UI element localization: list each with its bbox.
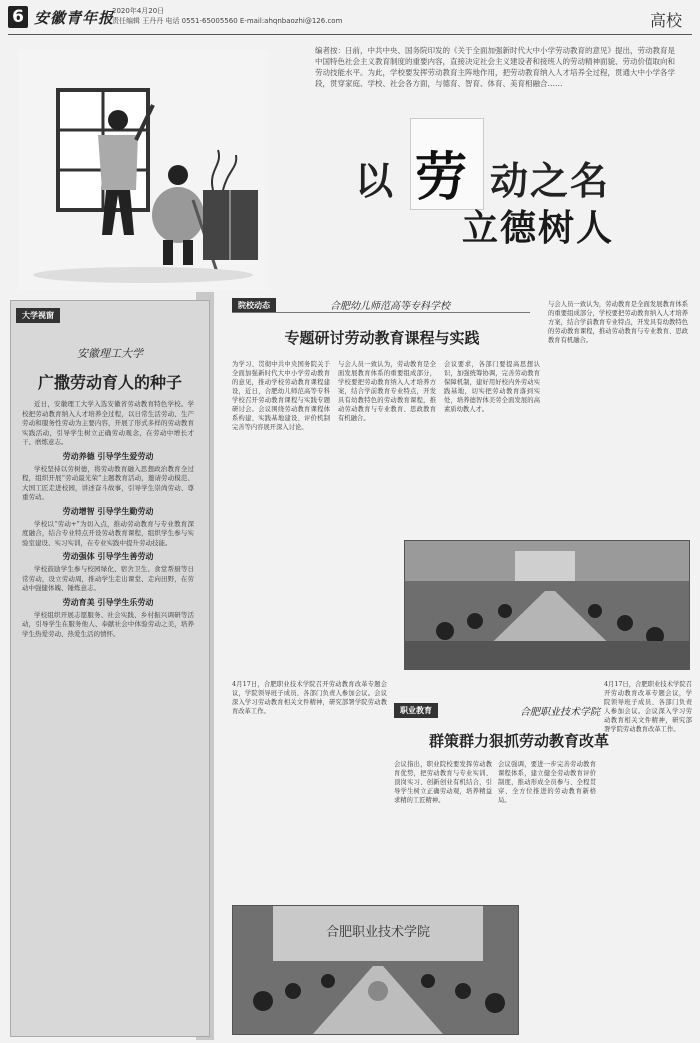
- article1-org: 合肥幼儿师范高等专科学校: [330, 301, 450, 312]
- article1-rule: [232, 312, 530, 313]
- sidebar-subhead: 劳动强体 引导学生善劳动: [62, 551, 154, 561]
- labor-illustration: [18, 50, 268, 290]
- article2-col4: 4月17日，合肥职业技术学院召开劳动教育改革专题会议，学院领导班子成员、各部门负责人参加会议。会议深入学习劳动教育相关文件精神，研究部署学院劳动教育改革工作。: [604, 681, 692, 733]
- sidebar-intro: 近日，安徽理工大学入选安徽省劳动教育特色学校。学校把劳动教育纳入人才培养全过程，以日常生活劳动、生产劳动和服务性劳动为主要内容，开展了形式多样的劳动教育实践活动，引导学生树立正确劳动观念，在劳动中增长才干、磨炼意志。: [22, 400, 194, 446]
- meeting-photo-2: [232, 905, 519, 1035]
- sidebar-body: [22, 400, 194, 1025]
- article1-col3: 会议要求，各部门要提高思想认识，加强统筹协调，完善劳动教育保障机制，建好用好校内外劳动实践基地，切实把劳动教育落到实处，培养德智体美劳全面发展的高素质幼教人才。: [444, 361, 540, 413]
- sidebar-tag: 大学视窗: [16, 308, 60, 323]
- article1-tag: 院校动态: [232, 298, 276, 313]
- article1-col4: 与会人员一致认为，劳动教育是全面发展教育体系的重要组成部分，学校要把劳动教育纳入人才培养方案，结合学前教育专业特点，开发具有幼教特色的劳动教育课程，推动劳动教育与专业教育、思政教育有机融合。: [548, 301, 688, 344]
- editor-contact: 责任编辑 王丹丹 电话 0551-65005560 E-mail:ahqnbaozhi@126.com: [112, 17, 343, 25]
- sidebar-paragraph: 学校鼓励学生参与校园绿化、宿舍卫生、食堂帮厨等日常劳动，设立劳动周，推动学生走出课堂、走向田野，在劳动中强健体魄、锤炼意志。: [22, 565, 194, 592]
- issue-date: 2020年4月20日: [112, 7, 165, 15]
- title-line2: 立德树人: [462, 207, 615, 249]
- wall-sign: 合肥职业技术学院: [325, 925, 431, 940]
- article1-col2: 与会人员一致认为，劳动教育是全面发展教育体系的重要组成部分，学校要把劳动教育纳入人才培养方案，结合学前教育专业特点，开发具有幼教特色的劳动教育课程，推动劳动教育与专业教育、思政教育有机融合。: [338, 361, 436, 422]
- paper-name: 安徽青年报: [34, 8, 115, 27]
- title-part1: 以: [355, 158, 394, 203]
- sidebar-paragraph: 学校以“劳动+”为切入点，推动劳动教育与专业教育深度融合，结合专业特点开设劳动教育课程，组织学生参与实验室建设、实习实训，在专业实践中提升劳动技能。: [22, 519, 194, 547]
- article2-tag: 职业教育: [394, 703, 438, 718]
- title-highlight-box: [410, 118, 484, 210]
- meeting-photo-1: [404, 540, 690, 670]
- article2-col2: 会议指出，职业院校要发挥劳动教育优势，把劳动教育与专业实训、顶岗实习、创新创业有机结合，引导学生树立正确劳动观，培养精益求精的工匠精神。: [394, 761, 492, 804]
- article2-col3: 会议强调，要进一步完善劳动教育课程体系，建立健全劳动教育评价制度，推动形成全员参与、全程贯穿、全方位推进的劳动教育新格局。: [498, 761, 596, 804]
- sidebar-org: 安徽理工大学: [77, 347, 143, 360]
- title-highlight-char: 劳: [415, 147, 468, 208]
- sidebar-paragraph: 学校组织开展志愿服务、社会实践、乡村振兴调研等活动，引导学生在服务他人、奉献社会中体验劳动之美，培养学生热爱劳动、热爱生活的情怀。: [22, 610, 194, 638]
- title-part2: 动之名: [490, 158, 611, 203]
- masthead: [8, 4, 114, 30]
- sidebar-subhead: 劳动育美 引导学生乐劳动: [62, 596, 154, 607]
- sidebar-subhead: 劳动养德 引导学生爱劳动: [62, 450, 154, 461]
- sidebar-headline: 广撒劳动育人的种子: [37, 373, 182, 392]
- article2-headline: 群策群力狠抓劳动教育改革: [428, 732, 609, 750]
- masthead-meta: [112, 6, 442, 26]
- article2-col1: 4月17日，合肥职业技术学院召开劳动教育改革专题会议，学院领导班子成员、各部门负责人参加会议。会议深入学习劳动教育相关文件精神，研究部署学院劳动教育改革工作。: [232, 681, 387, 715]
- header-rule: [8, 34, 692, 35]
- sidebar-subhead: 劳动增智 引导学生勤劳动: [62, 505, 154, 516]
- page-number: 6: [8, 6, 28, 28]
- article1-headline: 专题研讨劳动教育课程与实践: [284, 329, 480, 347]
- article2-org: 合肥职业技术学院: [520, 707, 600, 718]
- section-label: 高校: [649, 11, 682, 30]
- editor-note: 编者按：日前，中共中央、国务院印发的《关于全面加强新时代大中小学劳动教育的意见》提出，劳动教育是中国特色社会主义教育制度的重要内容，直接决定社会主义建设者和接班人的劳动精神面貌、劳动价值取向和劳动技能水平。为此，学校要发挥劳动教育主阵地作用，把劳动教育纳入人才培养全过程，贯通大中小学各学段，贯穿家庭、学校、社会各方面，与德育、智育、体育、美育相融合……: [315, 46, 675, 88]
- sidebar-paragraph: 学校坚持以劳树德，将劳动教育融入思想政治教育全过程，组织开展“劳动最光荣”主题教育活动，邀请劳动模范、大国工匠走进校园，讲述奋斗故事，引导学生崇尚劳动、尊重劳动。: [22, 464, 194, 501]
- article1-col1: 为学习、贯彻中共中央国务院关于全面加强新时代大中小学劳动教育的意见，推动学校劳动教育课程建设，近日，合肥幼儿师范高等专科学校召开劳动教育课程与实践专题研讨会。会议围绕劳动教育课程体系构建、实践基地建设、评价机制完善等内容展开深入讨论。: [232, 361, 330, 431]
